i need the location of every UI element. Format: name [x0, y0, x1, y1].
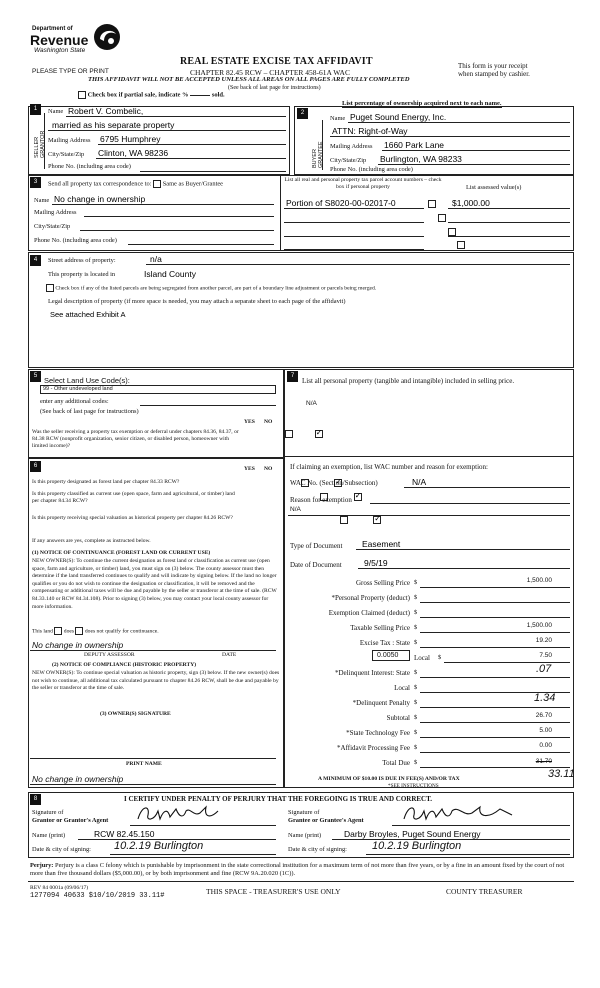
total-handwritten-value[interactable]: 33.11 — [548, 768, 575, 780]
delinq-penalty-label: *Delinquent Penalty — [352, 699, 410, 707]
grantee-date-label: Date & city of signing: — [288, 846, 347, 853]
s3-name-label: Name — [34, 197, 50, 204]
parcel-1-checkbox[interactable] — [428, 200, 436, 208]
receipt-note-1: This form is your receipt — [458, 62, 528, 70]
partial-sale-percent[interactable] — [190, 95, 210, 96]
same-as-buyer-label: Same as Buyer/Grantee — [162, 180, 224, 188]
does-checkbox[interactable] — [54, 627, 62, 635]
doc-date-label: Date of Document — [290, 561, 342, 569]
grantee-name-label: Name (print) — [288, 832, 322, 839]
street-label: Street address of property: — [48, 257, 116, 264]
parcel-2-checkbox[interactable] — [438, 214, 446, 222]
located-label: This property is located in — [48, 271, 116, 278]
subtotal-value[interactable]: 26.70 — [535, 712, 552, 719]
rate-box[interactable] — [372, 650, 410, 661]
treasurer-stamp: 1277094 40633 $10/10/2019 33.11# — [30, 892, 165, 900]
delinq-interest-label: *Delinquent Interest: State — [334, 669, 410, 677]
section-3-badge: 3 — [30, 177, 41, 188]
personal-property-value[interactable]: N/A — [306, 400, 317, 407]
partial-sale-label: Check box if partial sale, indicate % — [87, 91, 189, 99]
parcel-number[interactable]: Portion of S8020-00-02017-0 — [286, 198, 396, 208]
dor-logo-mark-icon — [92, 22, 122, 52]
affidavit-fee-dollar: $ — [414, 744, 418, 751]
qualify-label: qualify for continuance. — [105, 628, 159, 635]
delinq-penalty-dollar: $ — [414, 699, 418, 706]
same-as-buyer-checkbox[interactable] — [153, 180, 161, 188]
delinq-interest-dollar: $ — [414, 669, 418, 676]
buyer-mailing-label: Mailing Address — [330, 143, 373, 150]
segregated-checkbox[interactable] — [46, 284, 54, 292]
buyer-city-label: City/State/Zip — [330, 157, 367, 164]
grantee-name-value[interactable]: Darby Broyles, Puget Sound Energy — [344, 829, 481, 839]
notice2-text: NEW OWNER(S): To continue special valuation as historic property, sign (3) below. If the new owner(s) does not wish to continue, all additional tax calculated pursuant to chapter 84.26 RCW, shall be due and payable by the seller or transferor at the time of sale. — [32, 670, 280, 692]
excise-state-label: Excise Tax : State — [359, 639, 410, 647]
subtotal-dollar: $ — [414, 714, 418, 721]
buyer-name-line2[interactable]: ATTN: Right-of-Way — [332, 126, 408, 136]
perjury-text: Perjury is a class C felony which is punishable by imprisonment in the state correctional institution for a maximum term of not more than five years, or by a fine in an amount fixed by the court of not more than five thousand dollars ($5,000.00), or by both imprisonment and fine (RCW 9A.20.020 (1C)). — [30, 862, 565, 877]
street-address[interactable]: n/a — [150, 254, 162, 264]
grantor-name-label: Name (print) — [32, 832, 66, 839]
delinq-penalty-value[interactable]: 1.34 — [534, 692, 556, 704]
buyer-phone-label: Phone No. (including area code) — [330, 166, 413, 173]
logo-line1: Department of — [32, 26, 73, 32]
affidavit-fee-label: *Affidavit Processing Fee — [337, 744, 410, 752]
subtotal-label: Subtotal — [386, 714, 410, 722]
wac-value[interactable]: N/A — [412, 477, 427, 487]
seller-name-line2[interactable]: married as his separate property — [52, 120, 175, 130]
buyer-city[interactable]: Burlington, WA 98233 — [380, 154, 462, 164]
minimum-note: A MINIMUM OF $10.00 IS DUE IN FEE(S) AND/OR TAX — [318, 776, 460, 782]
partial-sale-row — [78, 91, 225, 99]
continuance-row — [32, 627, 159, 635]
seller-mailing-label: Mailing Address — [48, 137, 91, 144]
seller-phone-label: Phone No. (including area code) — [48, 163, 131, 170]
grantor-signature[interactable] — [134, 803, 224, 825]
perjury-label: Perjury: — [30, 862, 54, 869]
deputy-assessor-label: DEPUTY ASSESSOR — [84, 652, 135, 658]
does-label: does — [63, 628, 75, 635]
form-title: REAL ESTATE EXCISE TAX AFFIDAVIT — [180, 56, 373, 67]
ownership-pct-note: List percentage of ownership acquired next to each name. — [342, 100, 502, 107]
grantee-date-value[interactable]: 10.2.19 Burlington — [372, 840, 462, 852]
s5-yes-header: YES — [244, 419, 255, 425]
rate-value: 0.0050 — [377, 652, 399, 659]
form-revision: REV 84 0001a (09/06/17) — [30, 885, 89, 891]
additional-codes-label: enter any additional codes: — [40, 398, 109, 405]
s6-no-header: NO — [264, 466, 273, 472]
seller-name-label: Name — [48, 108, 64, 115]
parcel-3-checkbox[interactable] — [448, 228, 456, 236]
s3-phone-label: Phone No. (including area code) — [34, 237, 117, 244]
section-4-badge: 4 — [30, 255, 41, 266]
grantor-sig-label-1: Signature of — [32, 809, 64, 816]
dor-logo — [30, 22, 130, 62]
legal-description[interactable]: See attached Exhibit A — [50, 310, 126, 319]
assessor-date-label: DATE — [222, 652, 237, 658]
print-name-value[interactable]: No change in ownership — [32, 774, 124, 784]
send-label: Send all property tax correspondence to: — [48, 180, 152, 188]
total-label: Total Due — [382, 759, 410, 767]
gross-label: Gross Selling Price — [355, 579, 410, 587]
exemption-question: Was the seller receiving a property tax exemption or deferral under chapters 84.36, 84.37, or 84.38 RCW (nonprofit organization, senior citizen, or disabled person, homeowner with limited income)? — [32, 429, 239, 450]
section-6-badge: 6 — [30, 461, 41, 472]
segregated-row — [46, 284, 376, 292]
assessor-signature[interactable]: No change in ownership — [32, 640, 124, 650]
land-use-select[interactable] — [40, 385, 276, 394]
county-treasurer: COUNTY TREASURER — [446, 887, 523, 896]
doc-type-value[interactable]: Easement — [362, 539, 401, 549]
s6-q2: Is this property classified as current use (open space, farm and agricultural, or timber) land per chapter 84.34 RCW? — [32, 491, 235, 505]
logo-line3: Washington State — [34, 47, 86, 54]
assessed-header: List assessed value(s) — [466, 184, 522, 191]
county[interactable]: Island County — [144, 269, 196, 279]
sold-label: sold. — [211, 91, 225, 99]
parcel-header: List all real and personal property tax parcel account numbers – check box if personal property — [284, 177, 442, 190]
perjury-notice — [30, 862, 574, 878]
s6-q1: Is this property designated as forest land per chapter 84.33 RCW? — [32, 479, 180, 485]
excise-state-value[interactable]: 19.20 — [535, 637, 552, 644]
certify-statement: I CERTIFY UNDER PENALTY OF PERJURY THAT THE FOREGOING IS TRUE AND CORRECT. — [124, 795, 433, 803]
s6-yes-header: YES — [244, 466, 255, 472]
total-printed-value: 31.70 — [535, 758, 552, 765]
exemption-deduct-label: Exemption Claimed (deduct) — [328, 609, 410, 617]
logo-line2: Revenue — [30, 32, 89, 48]
seller-city[interactable]: Clinton, WA 98236 — [98, 148, 169, 158]
grantor-date-label: Date & city of signing: — [32, 846, 91, 853]
segregated-label: Check box if any of the listed parcels are being segregated from another parcel, are part of a boundary line adjustment or parcels being merged. — [55, 285, 377, 292]
form-see-back: (See back of last page for instructions) — [228, 85, 321, 91]
receipt-note-2: when stamped by cashier. — [458, 70, 530, 78]
section-7-badge: 7 — [287, 371, 298, 382]
exemption-label: If claiming an exemption, list WAC number and reason for exemption: — [290, 463, 488, 471]
local-label: Local — [414, 654, 430, 662]
see-instructions: *SEE INSTRUCTIONS — [388, 783, 439, 789]
section-5-badge: 5 — [30, 371, 41, 382]
legal-label: Legal description of property (if more space is needed, you may attach a separate sheet to each page of the affidavit) — [48, 298, 346, 305]
grantor-sig-label-2: Grantor or Grantor's Agent — [32, 817, 109, 824]
taxable-dollar: $ — [414, 624, 418, 631]
form-warning: THIS AFFIDAVIT WILL NOT BE ACCEPTED UNLESS ALL AREAS ON ALL PAGES ARE FULLY COMPLETED — [88, 76, 410, 83]
send-correspondence — [48, 180, 223, 188]
section-1-badge: 1 — [30, 104, 41, 115]
taxable-label: Taxable Selling Price — [350, 624, 410, 632]
tech-fee-dollar: $ — [414, 729, 418, 736]
notice2-title: (2) NOTICE OF COMPLIANCE (HISTORIC PROPERTY) — [52, 662, 197, 668]
total-dollar: $ — [414, 759, 418, 766]
exemption-deduct-dollar: $ — [414, 609, 418, 616]
delinq-local-dollar: $ — [414, 684, 418, 691]
personal-deduct-dollar: $ — [414, 594, 418, 601]
local-value[interactable]: 7.50 — [539, 652, 552, 659]
local-dollar: $ — [438, 654, 442, 661]
form-chapter: CHAPTER 82.45 RCW – CHAPTER 458-61A WAC — [190, 68, 350, 77]
s3-name[interactable]: No change in ownership — [54, 194, 146, 204]
owner-signature-title: (3) OWNER(S) SIGNATURE — [100, 711, 171, 717]
print-name-label: PRINT NAME — [126, 761, 162, 767]
seller-city-label: City/State/Zip — [48, 151, 85, 158]
land-use-value: 99 - Other undeveloped land — [43, 386, 113, 392]
please-type: PLEASE TYPE OR PRINT — [32, 68, 109, 75]
doc-date-value[interactable]: 9/5/19 — [364, 558, 388, 568]
notice1-text: NEW OWNER(S): To continue the current designation as forest land or classification as current use (open space, farm and agriculture, or timber) land, you must sign on (3) below. The county assessor must then determine if the land transferred continues to qualify and will indicate by signing below. If the land no longer qualifies or you do not wish to continue the designation or classification, it will be removed and the compensating or additional taxes will be due and payable by the seller or transferor at the time of sale. (RCW 84.33.140 or RCW 84.34.108). Prior to signing (3) below, you may contact your local county assessor for more information. — [32, 558, 277, 610]
s6-q3: Is this property receiving special valuation as historical property per chapter 84.26 RCW? — [32, 515, 233, 521]
gross-dollar: $ — [414, 579, 418, 586]
grantor-name-value[interactable]: RCW 82.45.150 — [94, 829, 155, 839]
land-use-label: Select Land Use Code(s): — [44, 376, 130, 385]
delinq-interest-value[interactable]: .07 — [536, 663, 552, 675]
reason-label: Reason for exemption — [290, 496, 352, 504]
seller-side-label: SELLER GRANTOR — [34, 130, 46, 158]
tech-fee-label: *State Technology Fee — [346, 729, 410, 737]
personal-property-label: List all personal property (tangible and intangible) included in selling price. — [302, 377, 515, 385]
parcel-4-checkbox[interactable] — [457, 241, 465, 249]
doc-type-label: Type of Document — [290, 542, 343, 550]
does-not-label: does not — [84, 628, 104, 635]
tech-fee-value[interactable]: 5.00 — [539, 727, 552, 734]
s5-no-header: NO — [264, 419, 273, 425]
buyer-mailing[interactable]: 1660 Park Lane — [384, 140, 445, 150]
seller-mailing[interactable]: 6795 Humphrey — [100, 134, 161, 144]
assessed-value[interactable]: $1,000.00 — [452, 198, 490, 208]
s6-if-yes: If any answers are yes, complete as instructed below. — [32, 538, 151, 544]
affidavit-fee-value[interactable]: 0.00 — [539, 742, 552, 749]
section-8-badge: 8 — [30, 794, 41, 805]
reason-value[interactable]: N/A — [290, 506, 301, 513]
gross-value[interactable]: 1,500.00 — [526, 577, 552, 584]
buyer-name[interactable]: Puget Sound Energy, Inc. — [350, 112, 447, 122]
taxable-value[interactable]: 1,500.00 — [526, 622, 552, 629]
buyer-name-label: Name — [330, 115, 346, 122]
section-2-badge: 2 — [297, 108, 308, 119]
s3-city-label: City/State/Zip — [34, 223, 71, 230]
partial-sale-checkbox[interactable] — [78, 91, 86, 99]
treasurer-use-only: THIS SPACE - TREASURER'S USE ONLY — [206, 887, 341, 896]
excise-state-dollar: $ — [414, 639, 418, 646]
grantee-sig-label-2: Grantee or Grantee's Agent — [288, 817, 364, 824]
grantee-signature[interactable] — [400, 803, 520, 825]
grantee-sig-label-1: Signature of — [288, 809, 320, 816]
grantor-date-value[interactable]: 10.2.19 Burlington — [114, 840, 204, 852]
wac-label: WAC No. (Section/Subsection) — [290, 479, 378, 487]
section-6 — [28, 458, 284, 788]
notice1-title: (1) NOTICE OF CONTINUANCE (FOREST LAND OR CURRENT USE) — [32, 550, 211, 556]
seller-name[interactable]: Robert V. Combelic, — [68, 106, 144, 116]
delinq-local-label: Local — [394, 684, 410, 692]
this-land-label: This land — [32, 628, 53, 635]
s3-mailing-label: Mailing Address — [34, 209, 77, 216]
s5-see-back: (See back of last page for instructions) — [40, 408, 139, 415]
buyer-side-label: BUYER GRANTEE — [312, 141, 324, 168]
personal-deduct-label: *Personal Property (deduct) — [331, 594, 410, 602]
does-not-checkbox[interactable] — [75, 627, 83, 635]
